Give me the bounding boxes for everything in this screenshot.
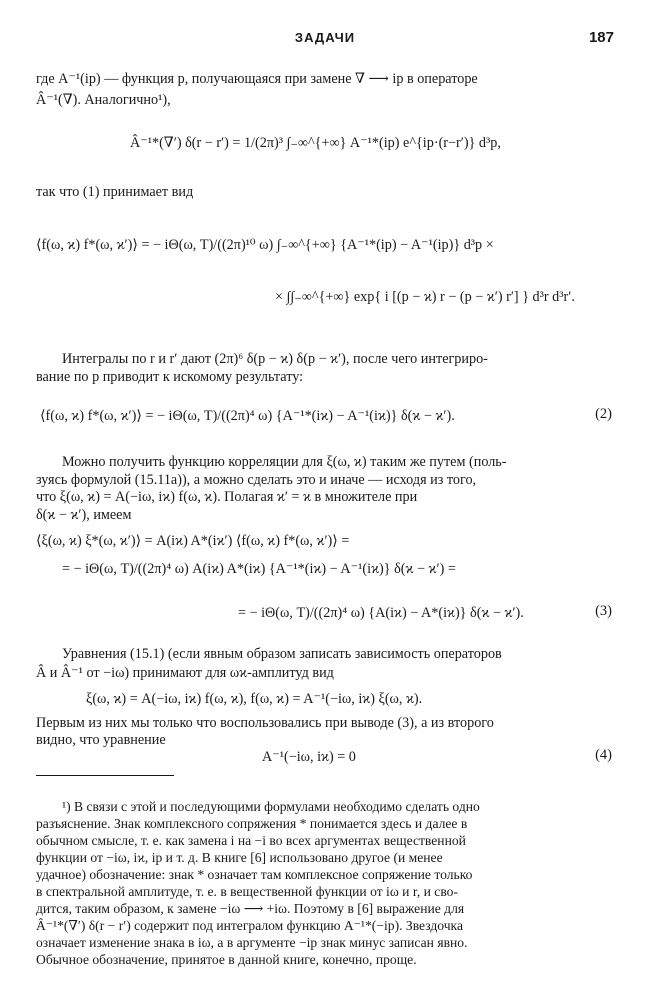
footnote-rule	[36, 775, 174, 776]
footnote-line: Â⁻¹*(∇′) δ(r − r′) содержит под интегралом функцию A⁻¹*(−ip). Звездочка	[36, 918, 463, 933]
equation: A⁻¹(−iω, iϰ) = 0	[262, 749, 356, 765]
footnote-line: обычном смысле, т. е. как замена i на −i во всех аргументах вещественной	[36, 833, 466, 848]
equation: Â⁻¹*(∇′) δ(r − r′) = 1/(2π)³ ∫₋∞^{+∞} A⁻¹*(ip) e^{ip·(r−r′)} d³p,	[130, 135, 501, 151]
text-line: что ξ(ω, ϰ) = A(−iω, iϰ) f(ω, ϰ). Полагая ϰ′ = ϰ в множителе при	[36, 489, 418, 505]
equation: ⟨ξ(ω, ϰ) ξ*(ω, ϰ′)⟩ = A(iϰ) A*(iϰ′) ⟨f(ω, ϰ) f*(ω, ϰ′)⟩ =	[36, 533, 350, 549]
footnote-line: функции от −iω, iϰ, ip и т. д. В книге [6] использовано другое (и менее	[36, 850, 443, 865]
equation: = − iΘ(ω, T)/((2π)⁴ ω) A(iϰ) A*(iϰ) {A⁻¹*(iϰ) − A⁻¹(iϰ)} δ(ϰ − ϰ′) =	[62, 561, 456, 577]
text-line: видно, что уравнение	[36, 732, 166, 748]
equation-number: (4)	[595, 747, 612, 763]
footnote-line: ¹) В связи с этой и последующими формулами необходимо сделать одно	[62, 799, 480, 814]
footnote-line: удачное) обозначение: знак * означает там комплексное сопряжение только	[36, 867, 473, 882]
footnote-line: дится, таким образом, к замене −iω ⟶ +iω. Поэтому в [6] выражение для	[36, 901, 465, 916]
text-line: так что (1) принимает вид	[36, 184, 194, 200]
text-line: Â⁻¹(∇). Аналогично¹),	[36, 92, 171, 108]
text-line: δ(ϰ − ϰ′), имеем	[36, 507, 132, 523]
text-line: Уравнения (15.1) (если явным образом записать зависимость операторов	[62, 646, 502, 662]
text-line: где A⁻¹(ip) — функция p, получающаяся при замене ∇ ⟶ ip в операторе	[36, 71, 478, 87]
text-line: Â и Â⁻¹ от −iω) принимают для ωϰ-амплитуд вид	[36, 665, 334, 681]
page-number: 187	[588, 29, 614, 46]
footnote-line: означает изменение знака в iω, а в аргументе −ip знак минус записан явно.	[36, 935, 468, 950]
equation-number: (3)	[595, 603, 612, 619]
text-line: зуясь формулой (15.11a)), а можно сделать это и иначе — исходя из того,	[36, 472, 477, 488]
equation-number: (2)	[595, 406, 612, 422]
equation: × ∫∫₋∞^{+∞} exp{ i [(p − ϰ) r − (p − ϰ′) r′] } d³r d³r′.	[275, 289, 575, 305]
text-line: Можно получить функцию корреляции для ξ(ω, ϰ) таким же путем (поль-	[62, 454, 507, 470]
text-line: вание по p приводит к искомому результату:	[36, 369, 304, 385]
page-header	[0, 30, 650, 52]
equation: ξ(ω, ϰ) = A(−iω, iϰ) f(ω, ϰ), f(ω, ϰ) = A⁻¹(−iω, iϰ) ξ(ω, ϰ).	[86, 691, 423, 707]
footnote-line: Обычное обозначение, принятое в данной книге, конечно, проще.	[36, 952, 417, 967]
text-line: Интегралы по r и r′ дают (2π)⁶ δ(p − ϰ) δ(p − ϰ′), после чего интегриро-	[62, 351, 488, 367]
footnote-line: в спектральной амплитуде, т. е. в вещественной функции от iω и r, и сво-	[36, 884, 458, 899]
equation: ⟨f(ω, ϰ) f*(ω, ϰ′)⟩ = − iΘ(ω, T)/((2π)⁴ ω) {A⁻¹*(iϰ) − A⁻¹(iϰ)} δ(ϰ − ϰ′).	[40, 408, 455, 424]
equation: ⟨f(ω, ϰ) f*(ω, ϰ′)⟩ = − iΘ(ω, T)/((2π)¹⁰ ω) ∫₋∞^{+∞} {A⁻¹*(ip) − A⁻¹(ip)} d³p ×	[36, 237, 494, 253]
text-line: Первым из них мы только что воспользовались при выводе (3), а из второго	[36, 715, 494, 731]
footnote-line: разъяснение. Знак комплексного сопряжения * понимается здесь и далее в	[36, 816, 468, 831]
equation: = − iΘ(ω, T)/((2π)⁴ ω) {A(iϰ) − A*(iϰ)} δ(ϰ − ϰ′).	[238, 605, 524, 621]
running-title: ЗАДАЧИ	[294, 30, 356, 45]
